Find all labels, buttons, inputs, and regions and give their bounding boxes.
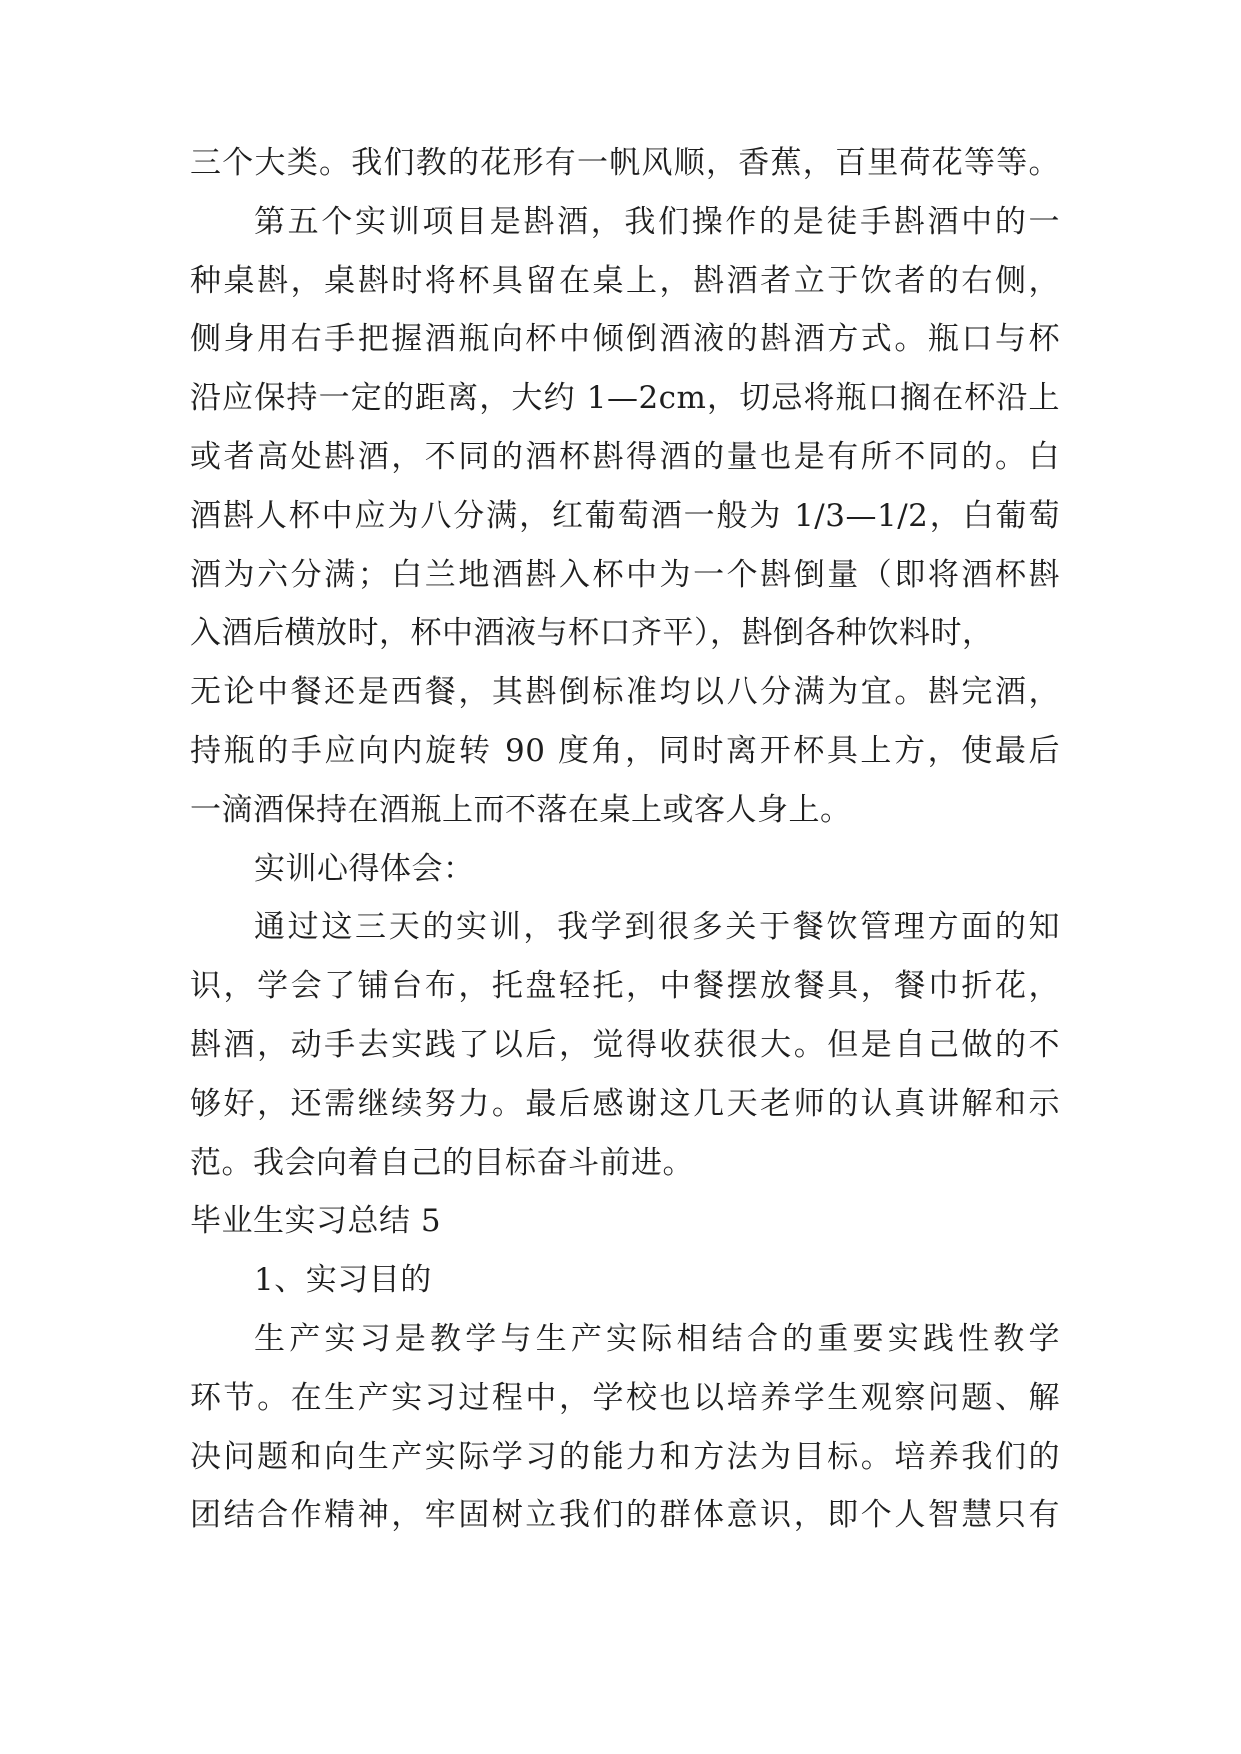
text-line: 种桌斟，桌斟时将杯具留在桌上，斟酒者立于饮者的右侧， — [190, 263, 1060, 299]
text-line: 入酒后横放时，杯中酒液与杯口齐平），斟倒各种饮料时， — [190, 615, 994, 651]
text-line: 团结合作精神，牢固树立我们的群体意识，即个人智慧只有 — [190, 1497, 1060, 1533]
text-line: 或者高处斟酒，不同的酒杯斟得酒的量也是有所不同的。白 — [190, 439, 1060, 475]
text-line: 通过这三天的实训，我学到很多关于餐饮管理方面的知 — [254, 909, 1060, 945]
section-label: 实训心得体会： — [254, 851, 475, 887]
text-line: 范。我会向着自己的目标奋斗前进。 — [190, 1145, 694, 1181]
text-line: 决问题和向生产实际学习的能力和方法为目标。培养我们的 — [190, 1439, 1060, 1475]
text-line: 识，学会了铺台布，托盘轻托，中餐摆放餐具，餐巾折花， — [190, 968, 1060, 1004]
section-heading: 毕业生实习总结 5 — [190, 1203, 442, 1239]
text-line: 环节。在生产实习过程中，学校也以培养学生观察问题、解 — [190, 1380, 1060, 1416]
subsection-heading: 1、实习目的 — [254, 1262, 432, 1298]
text-line: 酒斟人杯中应为八分满，红葡萄酒一般为 1/3—1/2，白葡萄 — [190, 498, 1060, 534]
text-line: 沿应保持一定的距离，大约 1—2cm，切忌将瓶口搁在杯沿上 — [190, 380, 1060, 416]
text-line: 持瓶的手应向内旋转 90 度角，同时离开杯具上方，使最后 — [190, 733, 1060, 769]
text-line: 第五个实训项目是斟酒，我们操作的是徒手斟酒中的一 — [254, 204, 1060, 240]
text-line: 生产实习是教学与生产实际相结合的重要实践性教学 — [254, 1321, 1060, 1357]
text-line: 够好，还需继续努力。最后感谢这几天老师的认真讲解和示 — [190, 1086, 1060, 1122]
text-line: 三个大类。我们教的花形有一帆风顺，香蕉，百里荷花等等。 — [190, 145, 1060, 181]
text-line: 一滴酒保持在酒瓶上而不落在桌上或客人身上。 — [190, 792, 852, 828]
text-line: 侧身用右手把握酒瓶向杯中倾倒酒液的斟酒方式。瓶口与杯 — [190, 321, 1060, 357]
text-line: 酒为六分满；白兰地酒斟入杯中为一个斟倒量（即将酒杯斟 — [190, 557, 1060, 593]
text-line: 无论中餐还是西餐，其斟倒标准均以八分满为宜。斟完酒， — [190, 674, 1060, 710]
text-line: 斟酒，动手去实践了以后，觉得收获很大。但是自己做的不 — [190, 1027, 1060, 1063]
